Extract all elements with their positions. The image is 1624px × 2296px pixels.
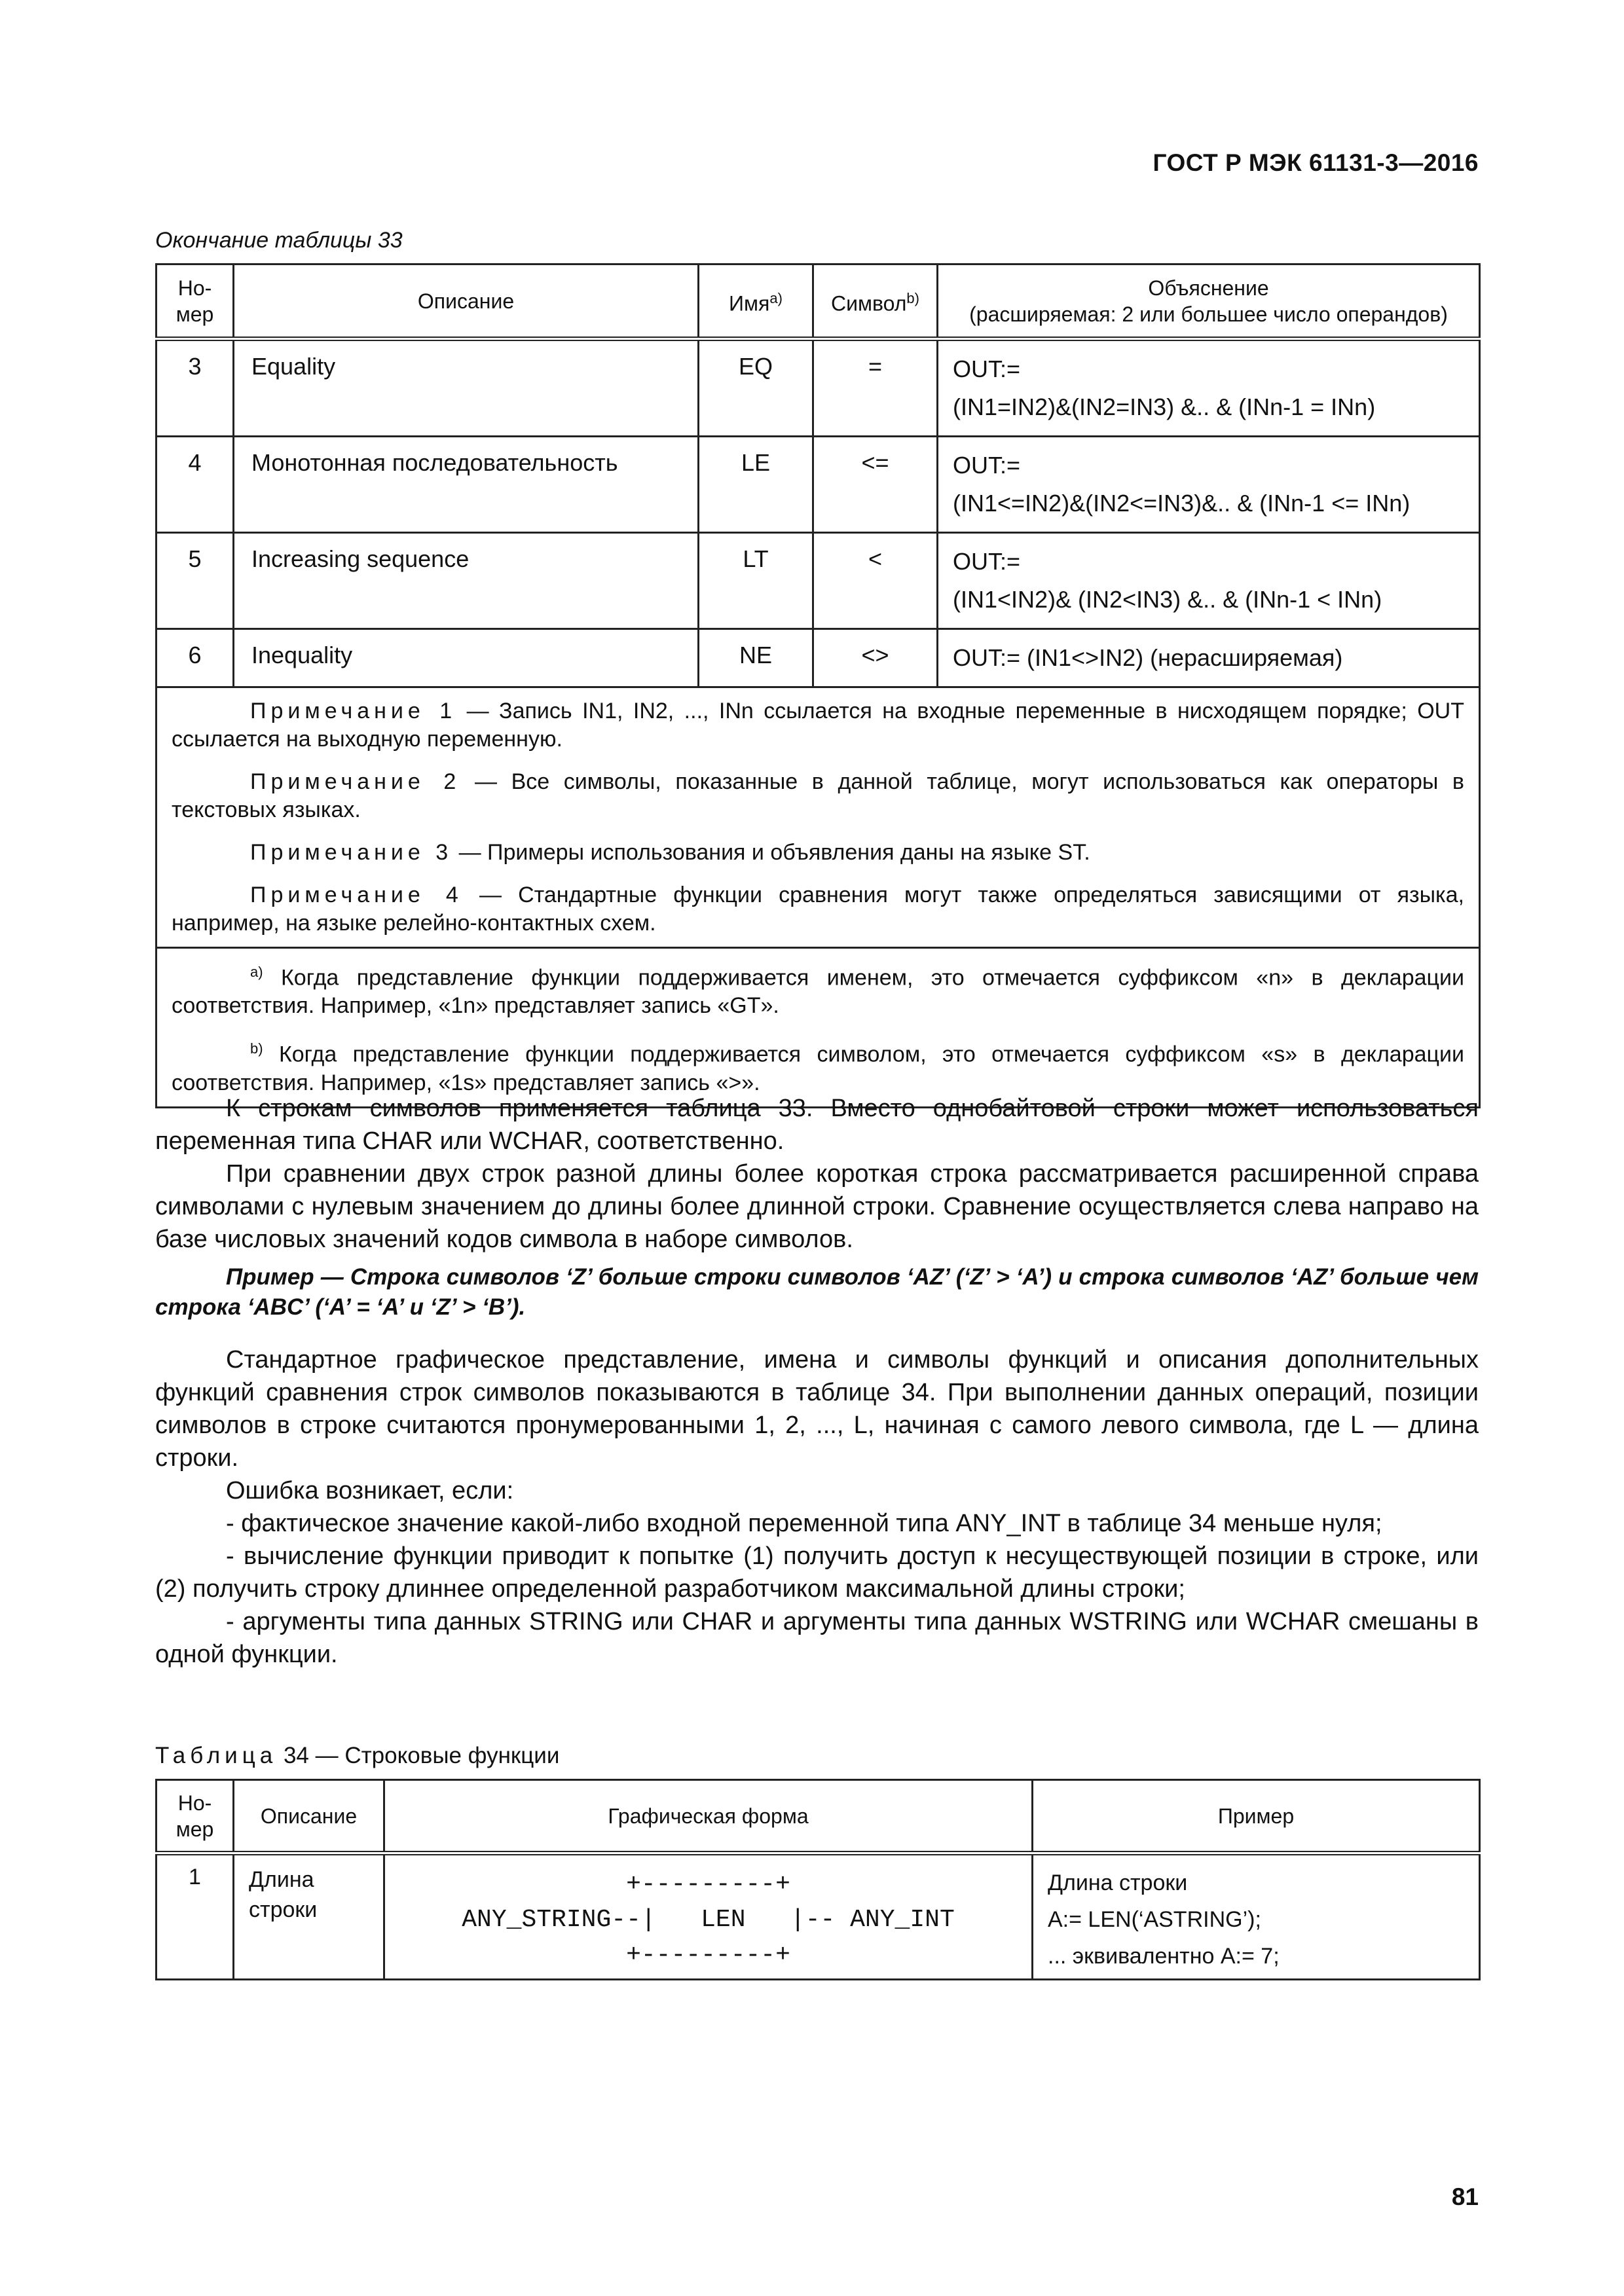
function-block-diagram: +---------+ ANY_STRING--| LEN |-- ANY_INT +---------+ — [462, 1870, 955, 1969]
header-description: Описание — [234, 264, 699, 339]
list-item: - вычисление функции приводит к попытке (1) получить доступ к несуществующей позиции в строке, или (2) получить строку длиннее определенной разработчиком максимальной длины строки; — [155, 1542, 1479, 1603]
paragraph: Стандартное графическое представление, имена и символы функций и описания дополнительных функций сравнения строк символов показываются в таблице 34. При выполнении данных операций, позиции символов в строке считаются пронумерованными 1, 2, ..., L, начиная с самого левого символа, где L — длина строки. — [155, 1346, 1479, 1472]
notes-row — [157, 687, 1480, 948]
header-explanation: Объяснение (расширяемая: 2 или большее число операндов) — [938, 264, 1480, 339]
row-name: LE — [699, 437, 813, 533]
table-row — [157, 1853, 1480, 1980]
note-1: Примечание 1 — Запись IN1, IN2, ..., INn ссылается на входные переменные в нисходящем порядке; OUT ссылается на выходную переменную. — [172, 699, 1464, 752]
table-34 — [155, 1779, 1481, 1980]
list-item: - фактическое значение какой-либо входной переменной типа ANY_INT в таблице 34 меньше нуля; — [226, 1510, 1382, 1537]
table-34-caption: Таблица 34 — Строковые функции — [155, 1743, 560, 1768]
table-header-row — [157, 1780, 1480, 1853]
row-number: 5 — [157, 533, 234, 629]
header-number: Но- мер — [157, 264, 234, 339]
body-text-block-1 — [155, 1092, 1479, 1256]
row-name: EQ — [699, 339, 813, 437]
table-33 — [155, 263, 1481, 1108]
table-row — [157, 339, 1480, 437]
document-header: ГОСТ Р МЭК 61131-3—2016 — [1153, 149, 1479, 176]
row-description: Inequality — [234, 629, 699, 687]
row-explanation: OUT:= (IN1<IN2)& (IN2<IN3) &.. & (INn-1 < INn) — [938, 533, 1480, 629]
table-notes — [157, 687, 1480, 948]
row-description: Equality — [234, 339, 699, 437]
row-description: Increasing sequence — [234, 533, 699, 629]
header-example: Пример — [1033, 1780, 1480, 1853]
header-name: Имя$^{a)}$ — [699, 264, 813, 339]
row-name: LT — [699, 533, 813, 629]
paragraph: Ошибка возникает, если: — [226, 1477, 514, 1504]
note-2: Примечание 2 — Все символы, показанные в данной таблице, могут использоваться как операторы в текстовых языках. — [172, 769, 1464, 822]
footnote-b: $^{b)}$ Когда представление функции поддерживается символом, это отмечается суффиксом «s» в декларации соответствия. Например, «1s» представляет запись «>». — [172, 1040, 1464, 1095]
row-number: 4 — [157, 437, 234, 533]
note-3: Примечание 3 — Примеры использования и объявления даны на языке ST. — [250, 840, 1090, 865]
table-row — [157, 437, 1480, 533]
row-symbol: = — [813, 339, 938, 437]
header-description: Описание — [234, 1780, 384, 1853]
header-number: Но- мер — [157, 1780, 234, 1853]
table-33-caption: Окончание таблицы 33 — [155, 228, 403, 253]
row-explanation: OUT:= (IN1<>IN2) (нерасширяемая) — [938, 629, 1480, 687]
list-item: - аргументы типа данных STRING или CHAR и аргументы типа данных WSTRING или WCHAR смешаны в одной функции. — [155, 1608, 1479, 1668]
table-row — [157, 629, 1480, 687]
page-number: 81 — [1451, 2183, 1479, 2210]
table-footnotes — [157, 948, 1480, 1108]
row-number: 3 — [157, 339, 234, 437]
row-explanation: OUT:= (IN1=IN2)&(IN2=IN3) &.. & (INn-1 = INn) — [938, 339, 1480, 437]
row-explanation: OUT:= (IN1<=IN2)&(IN2<=IN3)&.. & (INn-1 <= INn) — [938, 437, 1480, 533]
table-row — [157, 533, 1480, 629]
row-symbol: <> — [813, 629, 938, 687]
body-text-block-2 — [155, 1343, 1479, 1671]
note-4: Примечание 4 — Стандартные функции сравнения могут также определяться зависящими от языка, например, на языке релейно-контактных схем. — [172, 883, 1464, 936]
row-symbol: < — [813, 533, 938, 629]
header-graphic-form: Графическая форма — [384, 1780, 1033, 1853]
footnotes-row — [157, 948, 1480, 1108]
table-header-row — [157, 264, 1480, 339]
footnote-a: $^{a)}$ Когда представление функции поддерживается именем, это отмечается суффиксом «n» в декларации соответствия. Например, «1n» представляет запись «GT». — [172, 964, 1464, 1019]
row-description: Длина строки — [234, 1853, 384, 1980]
row-symbol: <= — [813, 437, 938, 533]
row-number: 1 — [157, 1853, 234, 1980]
row-description: Монотонная последовательность — [234, 437, 699, 533]
paragraph: При сравнении двух строк разной длины более короткая строка рассматривается расширенной справа символами с нулевым значением до длины более длинной строки. Сравнение осуществляется слева направо на базе числовых значений кодов символа в наборе символов. — [155, 1160, 1479, 1253]
row-number: 6 — [157, 629, 234, 687]
row-example: Длина строки A:= LEN(‘ASTRING’); ... эквивалентно A:= 7; — [1033, 1853, 1480, 1980]
row-graphic-form — [384, 1853, 1033, 1980]
paragraph: К строкам символов применяется таблица 33. Вместо однобайтовой строки может использоваться переменная типа CHAR или WCHAR, соответственно. — [155, 1095, 1479, 1155]
header-symbol: Символ$^{b)}$ — [813, 264, 938, 339]
row-name: NE — [699, 629, 813, 687]
example-paragraph: Пример — Строка символов ‘Z’ больше строки символов ‘AZ’ (‘Z’ > ‘A’) и строка символов ‘AZ’ больше чем строка ‘ABC’ (‘A’ = ‘A’ и ‘Z’ > ‘B’). — [155, 1264, 1479, 1320]
